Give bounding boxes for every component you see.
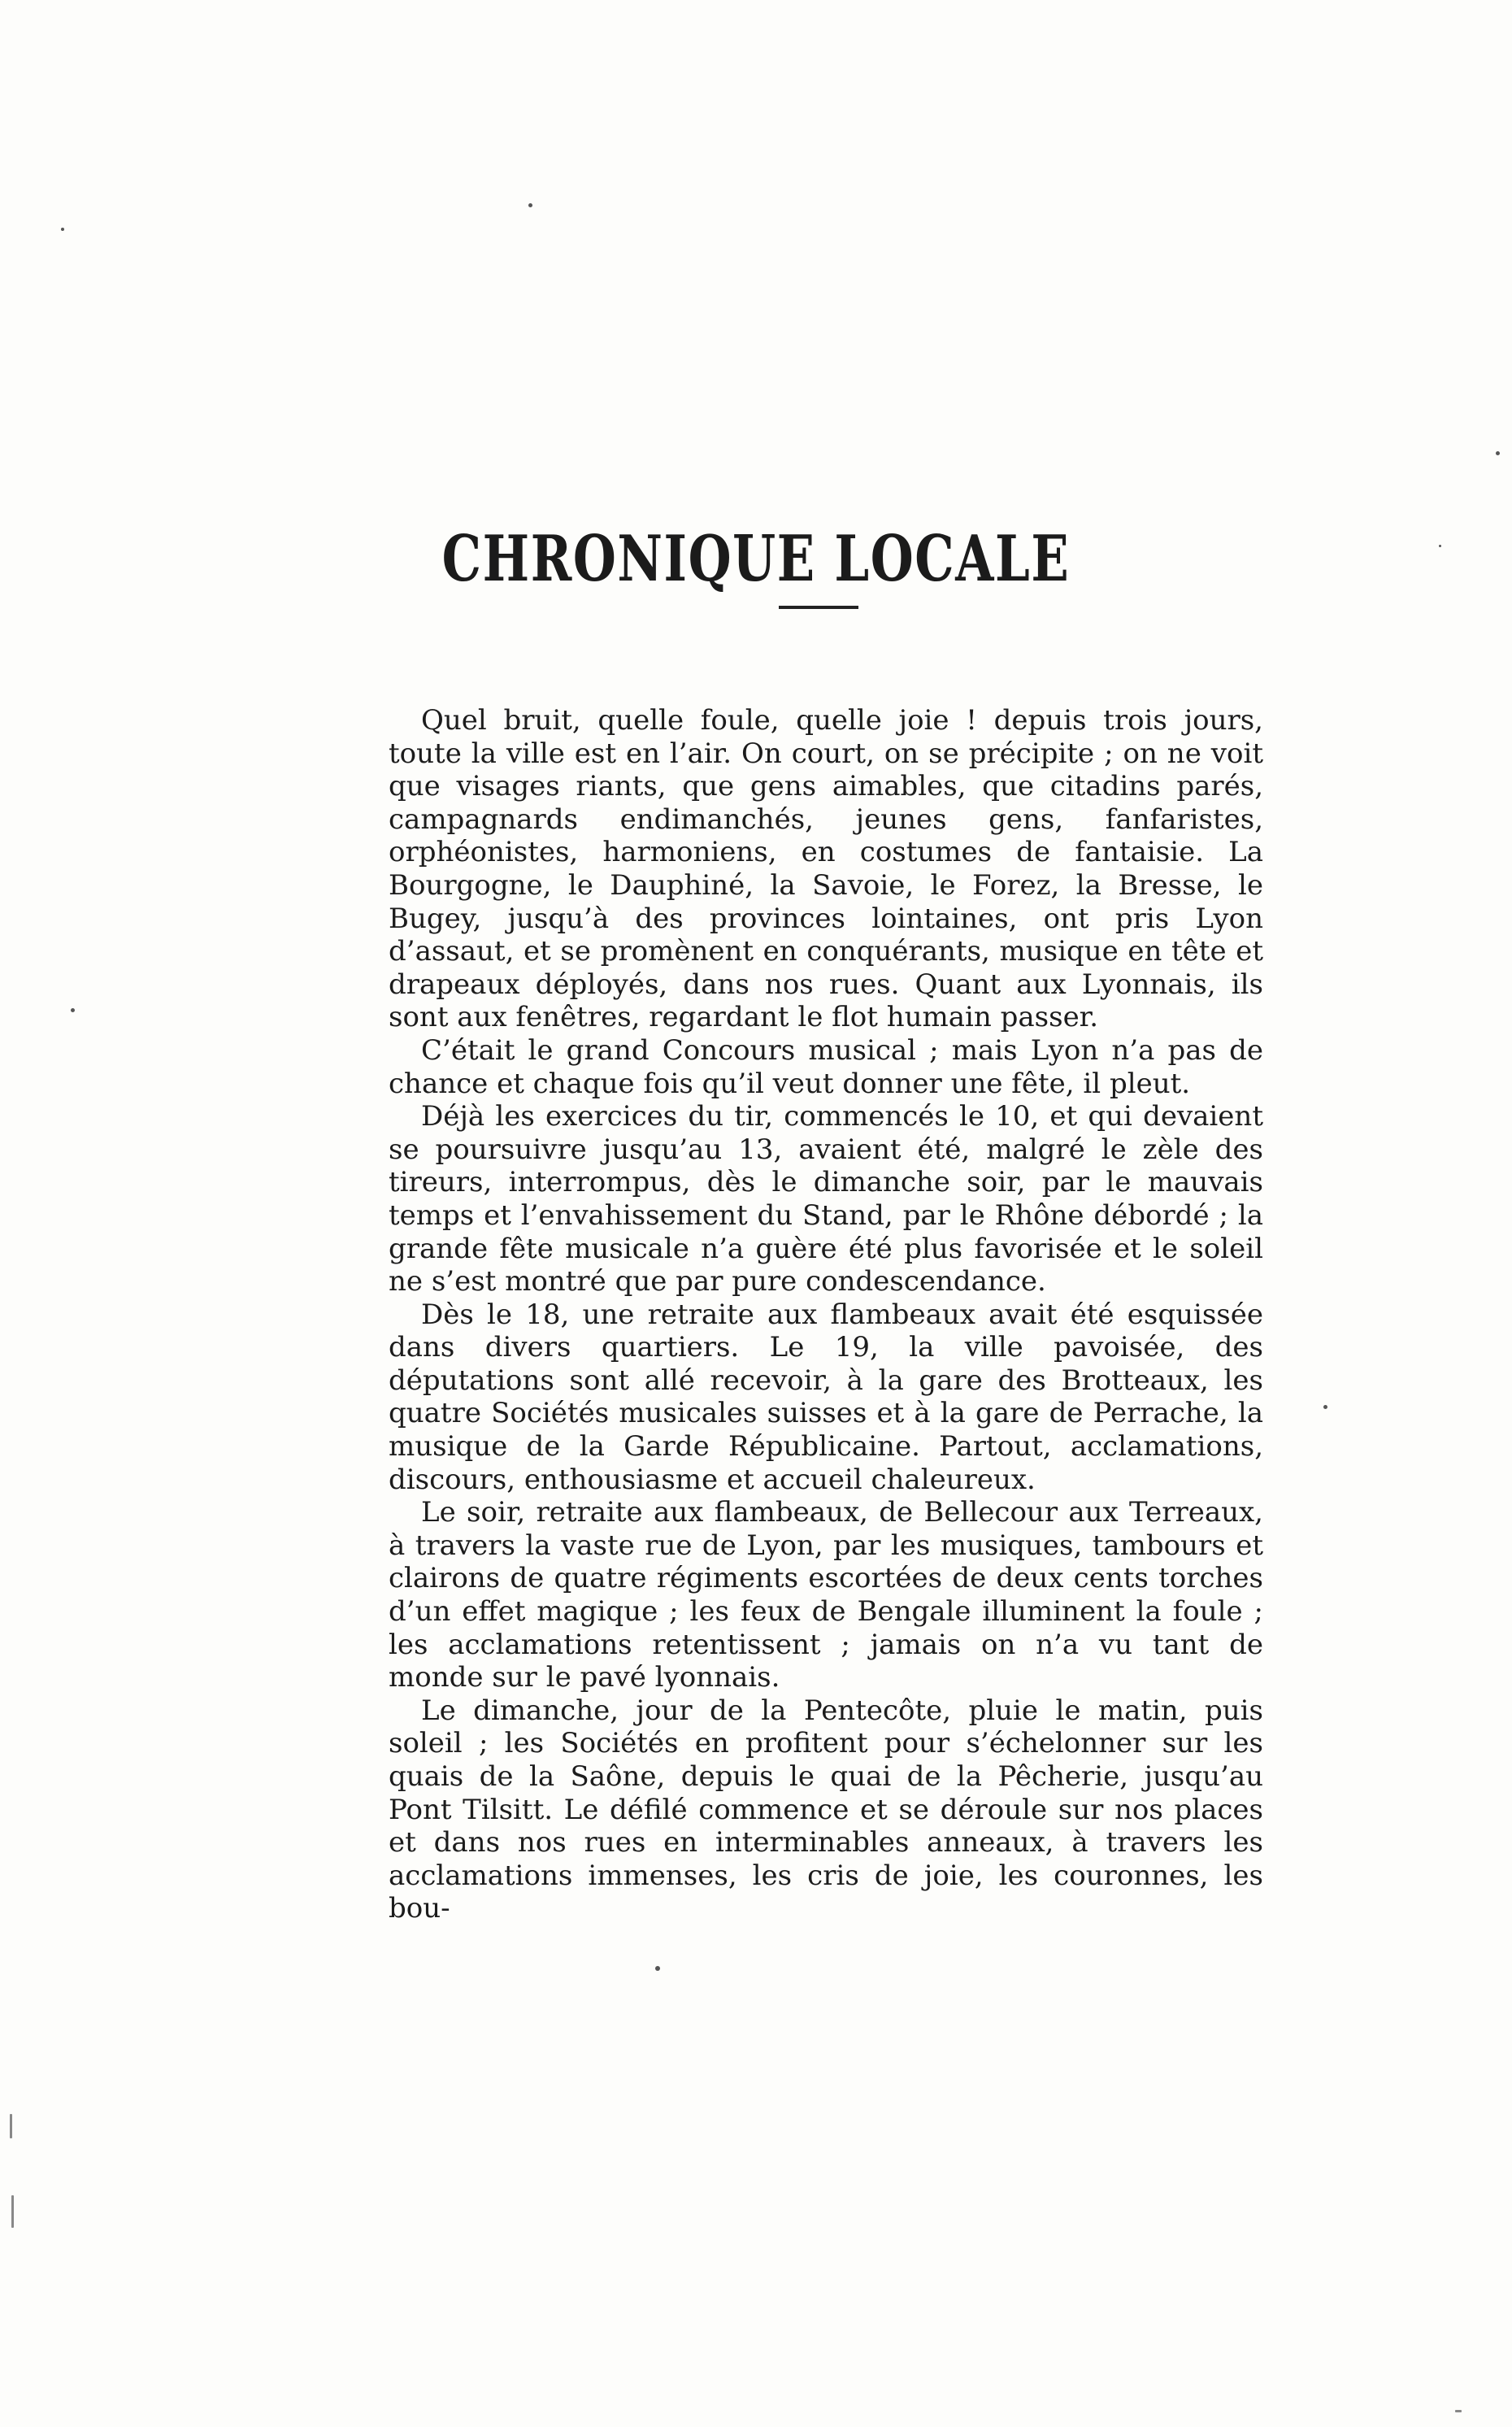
paragraph-4: Dès le 18, une retraite aux flambeaux avait été esquissée dans divers quartiers. Le 19, la ville pavoisée, des députations sont allé recevoir, à la gare des Brotteaux, les quatre Sociétés musicales suisses et à la gare de Perrache, la musique de la Garde Républicaine. Partout, acclamations, discours, enthousiasme et accueil chaleureux.: [389, 1298, 1263, 1496]
title-underline: [779, 606, 858, 609]
scan-speck: [1496, 451, 1500, 455]
paragraph-5: Le soir, retraite aux flambeaux, de Bellecour aux Terreaux, à travers la vaste rue de Lyon, par les musiques, tambours et clairons de quatre régiments escortées de deux cents torches d’un effet magique ; les feux de Bengale illuminent la foule ; les acclamations retentissent ; jamais on n’a vu tant de monde sur le pavé lyonnais.: [389, 1496, 1263, 1694]
scan-speck: [1323, 1405, 1327, 1409]
scan-speck: [528, 203, 532, 207]
scan-speck: [11, 2195, 14, 2228]
scan-speck: [10, 2114, 12, 2138]
paragraph-6: Le dimanche, jour de la Pentecôte, pluie le matin, puis soleil ; les Sociétés en profitent pour s’échelonner sur les quais de la Saône, depuis le quai de la Pêcherie, jusqu’au Pont Tilsitt. Le défilé commence et se déroule sur nos places et dans nos rues en interminables anneaux, à travers les acclamations immenses, les cris de joie, les couronnes, les bou-: [389, 1694, 1263, 1925]
scan-speck: [61, 228, 64, 231]
paragraph-2: C’était le grand Concours musical ; mais Lyon n’a pas de chance et chaque fois qu’il veut donner une fête, il pleut.: [389, 1033, 1263, 1100]
paragraph-1: Quel bruit, quelle foule, quelle joie ! depuis trois jours, toute la ville est en l’air. On court, on se précipite ; on ne voit que visages riants, que gens aimables, que citadins parés, campagnards endimanchés, jeunes gens, fanfaristes, orphéonistes, harmoniens, en costumes de fantaisie. La Bourgogne, le Dauphiné, la Savoie, le Forez, la Bresse, le Bugey, jusqu’à des provinces lointaines, ont pris Lyon d’assaut, et se promènent en conquérants, musique en tête et drapeaux déployés, dans nos rues. Quant aux Lyonnais, ils sont aux fenêtres, regardant le flot humain passer.: [389, 704, 1263, 1034]
scan-speck: [1455, 2410, 1462, 2412]
scan-speck: [655, 1966, 660, 1971]
scan-speck: [71, 1008, 75, 1012]
article-body: [389, 704, 1263, 1925]
page-title: CHRONIQUE LOCALE: [441, 522, 1071, 597]
scan-speck: [1439, 545, 1441, 547]
paragraph-3: Déjà les exercices du tir, commencés le 10, et qui devaient se poursuivre jusqu’au 13, avaient été, malgré le zèle des tireurs, interrompus, dès le dimanche soir, par le mauvais temps et l’envahissement du Stand, par le Rhône débordé ; la grande fête musicale n’a guère été plus favorisée et le soleil ne s’est montré que par pure condescendance.: [389, 1100, 1263, 1298]
